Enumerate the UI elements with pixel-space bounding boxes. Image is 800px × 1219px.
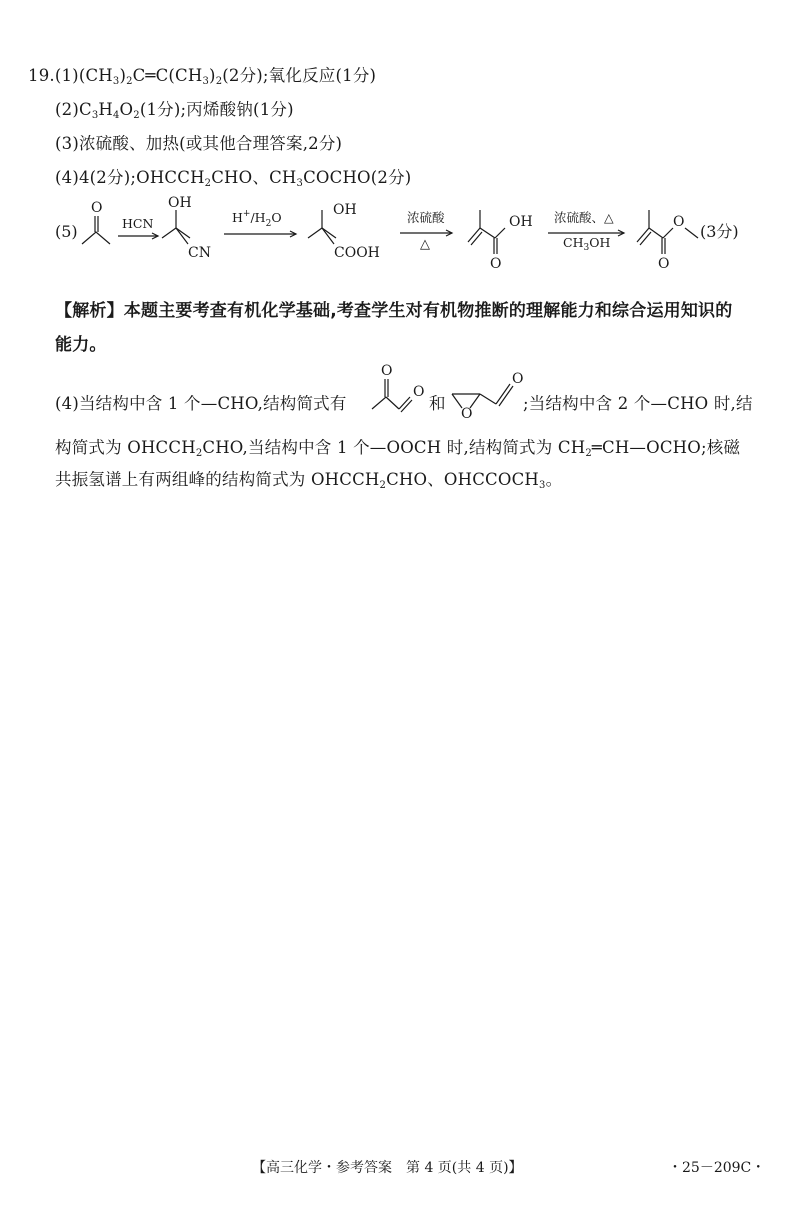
- hydroxy-acid-structure: [308, 210, 336, 244]
- reaction-scheme: [0, 190, 800, 290]
- q19-line-2: $(2)C_3H_4O_2(1$分);丙烯酸钠(1分): [55, 100, 294, 121]
- svg-text:O: O: [490, 256, 502, 272]
- svg-text:COOH: COOH: [334, 245, 380, 261]
- svg-text:O: O: [461, 406, 473, 420]
- svg-text:浓硫酸、△: 浓硫酸、△: [554, 210, 614, 225]
- footer-page-info: 【高三化学・参考答案 第 4 页(共 4 页)】: [252, 1160, 523, 1176]
- cyanohydrin-structure: [162, 210, 190, 244]
- svg-text:O: O: [673, 214, 685, 230]
- q19-line-4: (4)4(2分)$;OHCCH_2CHO$、$CH_3COCHO(2$分): [55, 168, 412, 189]
- q19-line-1: $19.(1)(CH_3)_2C═C(CH_3)_2(2$分);氧化反应(1分): [28, 66, 377, 87]
- svg-text:O: O: [512, 371, 524, 387]
- svg-text:浓硫酸: 浓硫酸: [407, 210, 445, 225]
- svg-text:△: △: [420, 237, 430, 252]
- arrow-2: [224, 231, 296, 237]
- analysis-heading-2: 能力。: [55, 335, 107, 355]
- methyl-methacrylate-structure: [637, 210, 698, 254]
- part-5-label: (5): [55, 222, 78, 241]
- inline-structure-1: [366, 357, 430, 417]
- svg-text:OH: OH: [333, 202, 357, 218]
- arrow-1: [118, 233, 158, 239]
- svg-text:O: O: [381, 363, 393, 379]
- svg-text:H+/H2O: $H^+/H_2O$: [232, 209, 282, 229]
- analysis-line-1a: (4)当结构中含 1 个—CHO,结构简式有: [55, 394, 347, 413]
- svg-text:OH: OH: [509, 214, 533, 230]
- analysis-line-3: 共振氢谱上有两组峰的结构简式为 $OHCCH_2CHO$、$OHCCOCH_3$。: [55, 470, 563, 491]
- svg-text:O: O: [91, 200, 103, 216]
- q19-line-3: (3)浓硫酸、加热(或其他合理答案,2分): [55, 134, 343, 153]
- footer-code: ・25－209C・: [668, 1160, 766, 1176]
- svg-text:CH3OH: $CH_3OH$: [563, 235, 611, 253]
- part-5-score: (3分): [700, 222, 739, 241]
- question-number: 19.: [28, 66, 55, 85]
- analysis-and: 和: [429, 394, 446, 413]
- acetone-structure: [82, 216, 110, 244]
- svg-text:OH: OH: [168, 195, 192, 211]
- methacrylic-acid-structure: [468, 210, 505, 254]
- analysis-heading: 【解析】本题主要考查有机化学基础,考查学生对有机物推断的理解能力和综合运用知识的: [55, 301, 733, 321]
- inline-structure-2: [446, 366, 526, 420]
- analysis-line-1b: ;当结构中含 2 个—CHO 时,结: [523, 394, 753, 413]
- analysis-line-2: 构简式为 $OHCCH_2CHO$,当结构中含 1 个—OOCH 时,结构简式为 $CH_2═CH—OCHO$;核磁: [55, 438, 741, 459]
- arrow-3: [400, 230, 452, 236]
- svg-text:HCN: HCN: [122, 216, 154, 231]
- svg-text:O: O: [658, 256, 670, 272]
- svg-text:O: O: [413, 384, 425, 400]
- arrow-4: [548, 230, 624, 236]
- svg-text:CN: CN: [188, 245, 211, 261]
